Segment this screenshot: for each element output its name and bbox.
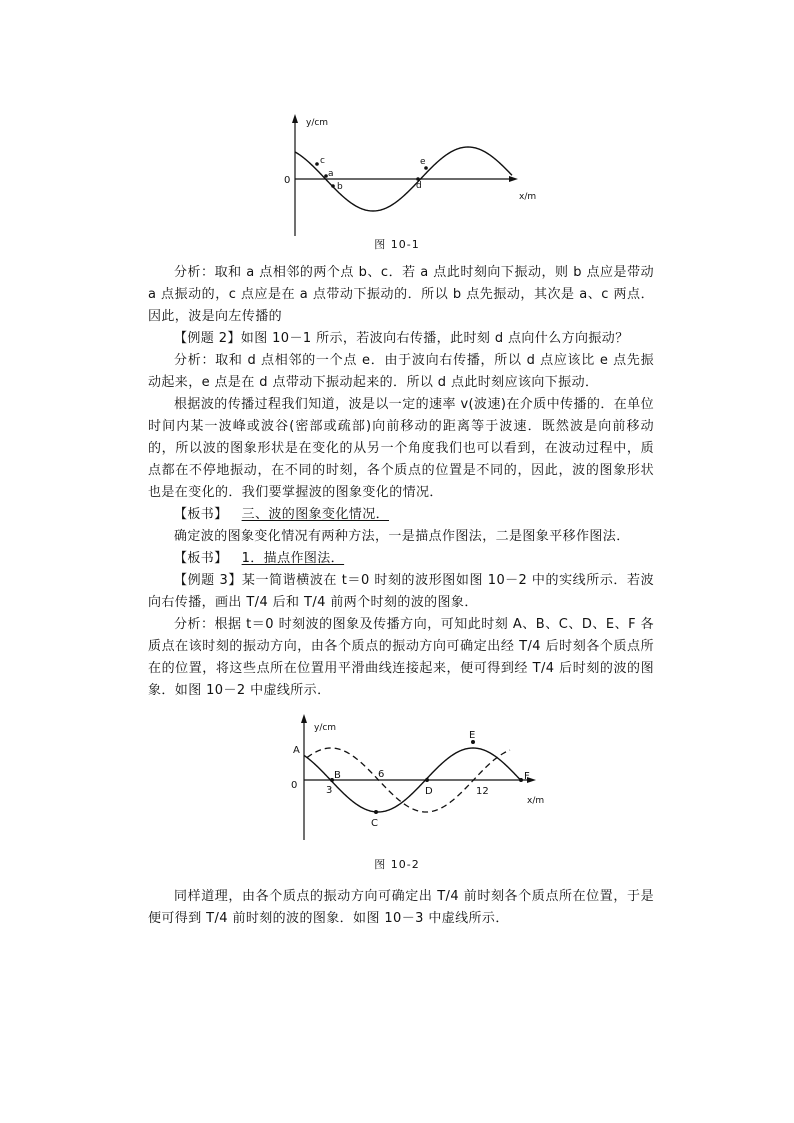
label-D: D [425, 786, 433, 797]
wave-graph-10-2 [0, 700, 794, 880]
y-axis-label: y/cm [314, 723, 337, 733]
figure-10-2 [0, 700, 794, 880]
label-e: e [420, 157, 426, 167]
label-F: F [524, 771, 530, 782]
point-F [519, 778, 523, 782]
paragraph-analysis-1: 分析：取和 a 点相邻的两个点 b、c．若 a 点此时刻向下振动，则 b 点应是带动 a 点振动的，c 点应是在 a 点带动下振动的．所以 b 点先振动，其次是 a、c 两点．因此，波是向左传播的 [148, 265, 654, 324]
label-B: B [334, 770, 341, 781]
figure-caption: 图 10-1 [374, 238, 420, 251]
label-E: E [469, 730, 476, 741]
point-C [374, 810, 378, 814]
paragraph-wave-change: 根据波的传播过程我们知道，波是以一定的速率 v(波速)在介质中传播的．在单位时间内某一波峰或波谷(密部或疏部)向前移动的距离等于波速．既然波是向前移动的，所以波的图象形状是在变化的从另一个角度我们也可以看到，在波动过程中，质点都在不停地振动，在不同的时刻，各个质点的位置是不同的，因此，波的图象形状也是在变化的．我们要掌握波的图象变化的情况． [148, 397, 654, 500]
wave-graph-10-1 [0, 0, 794, 260]
point-b [331, 184, 335, 188]
label-C: C [371, 818, 378, 829]
label-b: b [337, 182, 343, 192]
blackboard-heading: 三、波的图象变化情况． [241, 507, 390, 522]
label-a: a [328, 169, 334, 179]
figure-10-1 [0, 0, 794, 260]
paragraph-blackboard-1 [148, 548, 654, 570]
text-block-1 [148, 262, 654, 702]
tick-label-12: 12 [476, 786, 489, 797]
paragraph-example-2: 【例题 2】如图 10－1 所示，若波向右传播，此时刻 d 点向什么方向振动？ [174, 331, 629, 346]
y-axis-arrow [301, 714, 307, 723]
blackboard-label: 【板书】 [174, 507, 228, 522]
text-block-2 [148, 886, 654, 930]
paragraph-analysis-3: 分析：根据 t＝0 时刻波的图象及传播方向，可知此时刻 A、B、C、D、E、F 各质点在该时刻的振动方向，由各个质点的振动方向可确定出经 T/4 后时刻各个质点所在的位置，将这些点所在位置用平滑曲线连接起来，便可得到经 T/4 后时刻的波的图象．如图 10－2 中虚线所示． [148, 617, 654, 698]
amplitude-label: A [293, 745, 300, 756]
y-axis-label: y/cm [306, 118, 329, 128]
paragraph-blackboard-3 [148, 504, 654, 526]
blackboard-heading: 1．描点作图法． [241, 551, 345, 566]
paragraph-conclusion: 同样道理，由各个质点的振动方向可确定出 T/4 前时刻各个质点所在位置，于是便可得到 T/4 前时刻的波的图象．如图 10－3 中虚线所示． [148, 889, 654, 926]
label-c: c [320, 156, 325, 166]
paragraph-methods: 确定波的图象变化情况有两种方法，一是描点作图法，二是图象平移作图法． [174, 529, 630, 544]
blackboard-label: 【板书】 [174, 551, 228, 566]
tick-label-3: 3 [326, 785, 333, 796]
origin-label: 0 [284, 175, 291, 186]
y-axis-arrow [292, 114, 298, 123]
x-axis-label: x/m [519, 192, 537, 202]
origin-label: 0 [291, 780, 298, 791]
point-c [315, 162, 319, 166]
label-d: d [416, 181, 422, 191]
point-D [425, 778, 429, 782]
figure-caption: 图 10-2 [374, 858, 420, 871]
paragraph-example-3: 【例题 3】某一简谐横波在 t＝0 时刻的波形图如图 10－2 中的实线所示．若波向右传播，画出 T/4 后和 T/4 前两个时刻的波的图象． [148, 573, 654, 610]
tick-label-6: 6 [378, 769, 385, 780]
x-axis-label: x/m [527, 796, 545, 806]
paragraph-analysis-2: 分析：取和 d 点相邻的一个点 e．由于波向右传播，所以 d 点应该比 e 点先振动起来，e 点是在 d 点带动下振动起来的．所以 d 点此时刻应该向下振动． [148, 353, 654, 390]
x-axis-arrow [509, 176, 518, 182]
